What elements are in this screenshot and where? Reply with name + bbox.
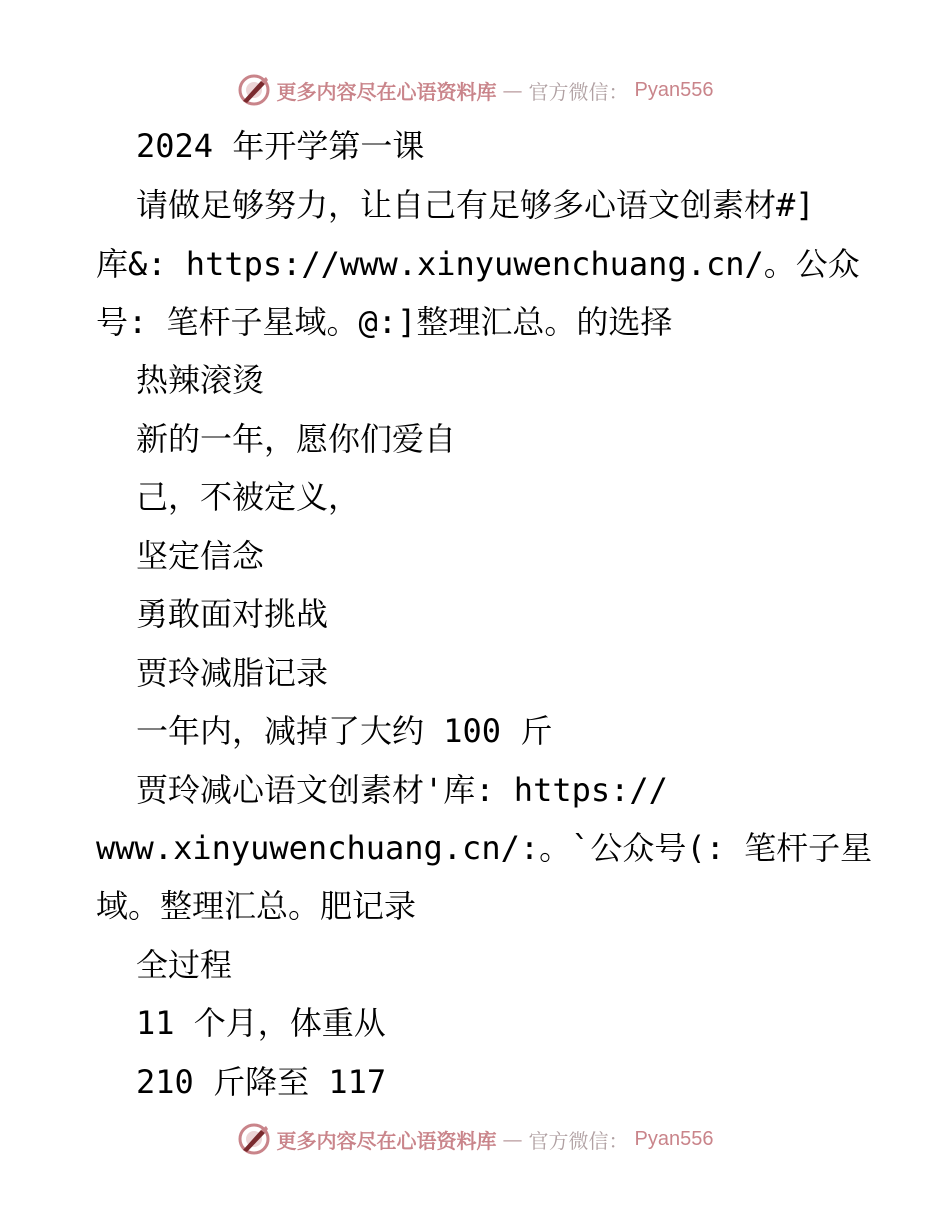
- banner-main-text: 更多内容尽在心语资料库: [276, 79, 497, 104]
- banner-separator: —: [502, 78, 523, 102]
- paragraph-line: 11 个月，体重从: [136, 1004, 386, 1042]
- paragraph-line: 热辣滚烫: [136, 361, 265, 399]
- paragraph-line: 域。整理汇总。肥记录: [96, 887, 417, 925]
- paragraph-line: 坚定信念: [136, 537, 265, 575]
- footer-banner: [0, 1117, 950, 1161]
- banner-wechat-id: Pyan556: [634, 1127, 714, 1150]
- banner-separator: —: [502, 1127, 523, 1151]
- paragraph-line: 库&: https://www.xinyuwenchuang.cn/。公众: [96, 245, 860, 283]
- paragraph-line: 210 斤降至 117: [136, 1063, 387, 1101]
- doc-title: 2024 年开学第一课: [136, 127, 425, 165]
- paragraph-line: 贾玲减脂记录: [136, 654, 329, 692]
- paragraph-line: 己，不被定义，: [136, 478, 361, 516]
- paragraph-line: 勇敢面对挑战: [136, 595, 329, 633]
- brush-logo-icon: [237, 1122, 271, 1156]
- paragraph-line: 号: 笔杆子星域。@:]整理汇总。的选择: [96, 303, 673, 341]
- banner-wechat-label: 官方微信：: [528, 79, 629, 104]
- banner-main-text: 更多内容尽在心语资料库: [276, 1128, 497, 1153]
- paragraph-line: 一年内，减掉了大约 100 斤: [136, 712, 553, 750]
- banner-wechat-label: 官方微信：: [528, 1128, 629, 1153]
- paragraph-line: 贾玲减心语文创素材'库: https://: [136, 771, 668, 809]
- paragraph-line: 请做足够努力，让自己有足够多心语文创素材#]: [136, 186, 815, 224]
- banner-wechat-id: Pyan556: [634, 78, 714, 101]
- paragraph-line: 新的一年，愿你们爱自: [136, 420, 457, 458]
- paragraph-line: 全过程: [136, 946, 233, 984]
- paragraph-line: www.xinyuwenchuang.cn/:。`公众号(: 笔杆子星: [96, 829, 873, 867]
